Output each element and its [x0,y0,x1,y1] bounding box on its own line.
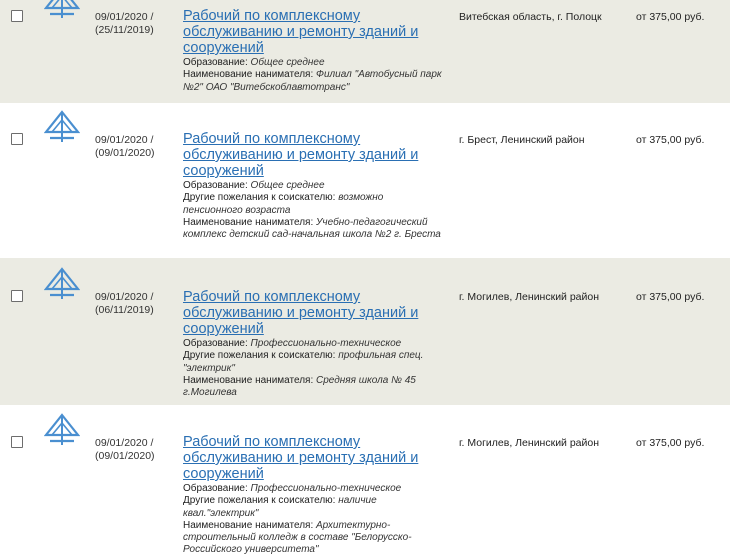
vacancy-checkbox[interactable] [11,436,23,448]
date-original: (25/11/2019) [95,24,154,36]
vacancy-location: г. Могилев, Ленинский район [459,291,600,303]
vacancy-dates [95,291,175,317]
employer-value: Средняя школа № 45 г.Могилева [183,374,416,399]
vacancy-title-link[interactable]: Рабочий по комплексному обслуживанию и ремонту зданий и сооружений [183,8,419,56]
employer-logo-icon [44,413,80,447]
vacancy-salary: от 375,00 руб. [636,437,705,449]
education-value: Общее среднее [250,57,325,68]
date-posted: 09/01/2020 / [95,291,154,303]
vacancy-checkbox[interactable] [11,133,23,145]
vacancy-location: г. Брест, Ленинский район [459,134,585,146]
date-original: (06/11/2019) [95,304,154,316]
wishes-label: Другие пожелания к соискателю: [183,495,336,507]
wishes-value: наличие квал."электрик" [183,495,377,519]
wishes-value: профильная спец. "электрик" [183,350,424,374]
education-label: Образование: [183,57,248,68]
vacancy-main [183,434,445,557]
education-label: Образование: [183,483,248,494]
education-value: Профессионально-техническое [250,483,402,494]
wishes-label: Другие пожелания к соискателю: [183,192,336,204]
vacancy-row [0,103,730,258]
date-posted: 09/01/2020 / [95,11,154,23]
education-line [183,483,445,495]
vacancy-main [183,289,445,399]
employer-line [183,375,445,400]
education-value: Общее среднее [250,180,325,191]
employer-line [183,520,445,557]
vacancy-main [183,131,445,241]
wishes-line [183,350,445,375]
employer-label: Наименование нанимателя: [183,374,314,386]
education-line [183,57,445,69]
wishes-line [183,192,445,217]
vacancy-title-link[interactable]: Рабочий по комплексному обслуживанию и ремонту зданий и сооружений [183,131,419,179]
wishes-value: возможно пенсионного возраста [183,192,384,216]
vacancy-title-link[interactable]: Рабочий по комплексному обслуживанию и ремонту зданий и сооружений [183,434,419,482]
employer-label: Наименование нанимателя: [183,519,314,531]
employer-label: Наименование нанимателя: [183,69,314,81]
education-line [183,180,445,192]
employer-value: Филиал "Автобусный парк №2" ОАО "Витебскоблавтотранс" [183,69,442,93]
vacancy-dates [95,134,175,160]
employer-label: Наименование нанимателя: [183,216,314,228]
date-posted: 09/01/2020 / [95,437,154,449]
date-original: (09/01/2020) [95,450,155,462]
vacancy-row [0,405,730,558]
vacancy-main [183,8,445,94]
vacancy-dates [95,437,175,463]
wishes-label: Другие пожелания к соискателю: [183,350,336,362]
vacancy-title-link[interactable]: Рабочий по комплексному обслуживанию и ремонту зданий и сооружений [183,289,419,337]
employer-logo-icon [44,267,80,301]
employer-logo-icon [44,110,80,144]
vacancy-row [0,0,730,103]
vacancy-row [0,258,730,405]
education-line [183,338,445,350]
vacancy-location: г. Могилев, Ленинский район [459,437,600,449]
wishes-line [183,495,445,520]
vacancy-salary: от 375,00 руб. [636,134,705,146]
employer-logo-icon [44,0,80,20]
employer-line [183,217,445,242]
employer-value: Архитектурно-строительный колледж в составе "Белорусско-Российского университета" [183,519,412,556]
vacancy-dates [95,11,175,37]
vacancy-checkbox[interactable] [11,290,23,302]
employer-value: Учебно-педагогический комплекс детский сад-начальная школа №2 г. Бреста [183,216,441,241]
vacancy-location: Витебская область, г. Полоцк [459,11,602,23]
vacancy-salary: от 375,00 руб. [636,11,705,23]
education-label: Образование: [183,180,248,191]
education-value: Профессионально-техническое [250,338,402,349]
date-posted: 09/01/2020 / [95,134,154,146]
employer-line [183,69,445,94]
vacancy-checkbox[interactable] [11,10,23,22]
vacancy-salary: от 375,00 руб. [636,291,705,303]
education-label: Образование: [183,338,248,349]
date-original: (09/01/2020) [95,147,155,159]
